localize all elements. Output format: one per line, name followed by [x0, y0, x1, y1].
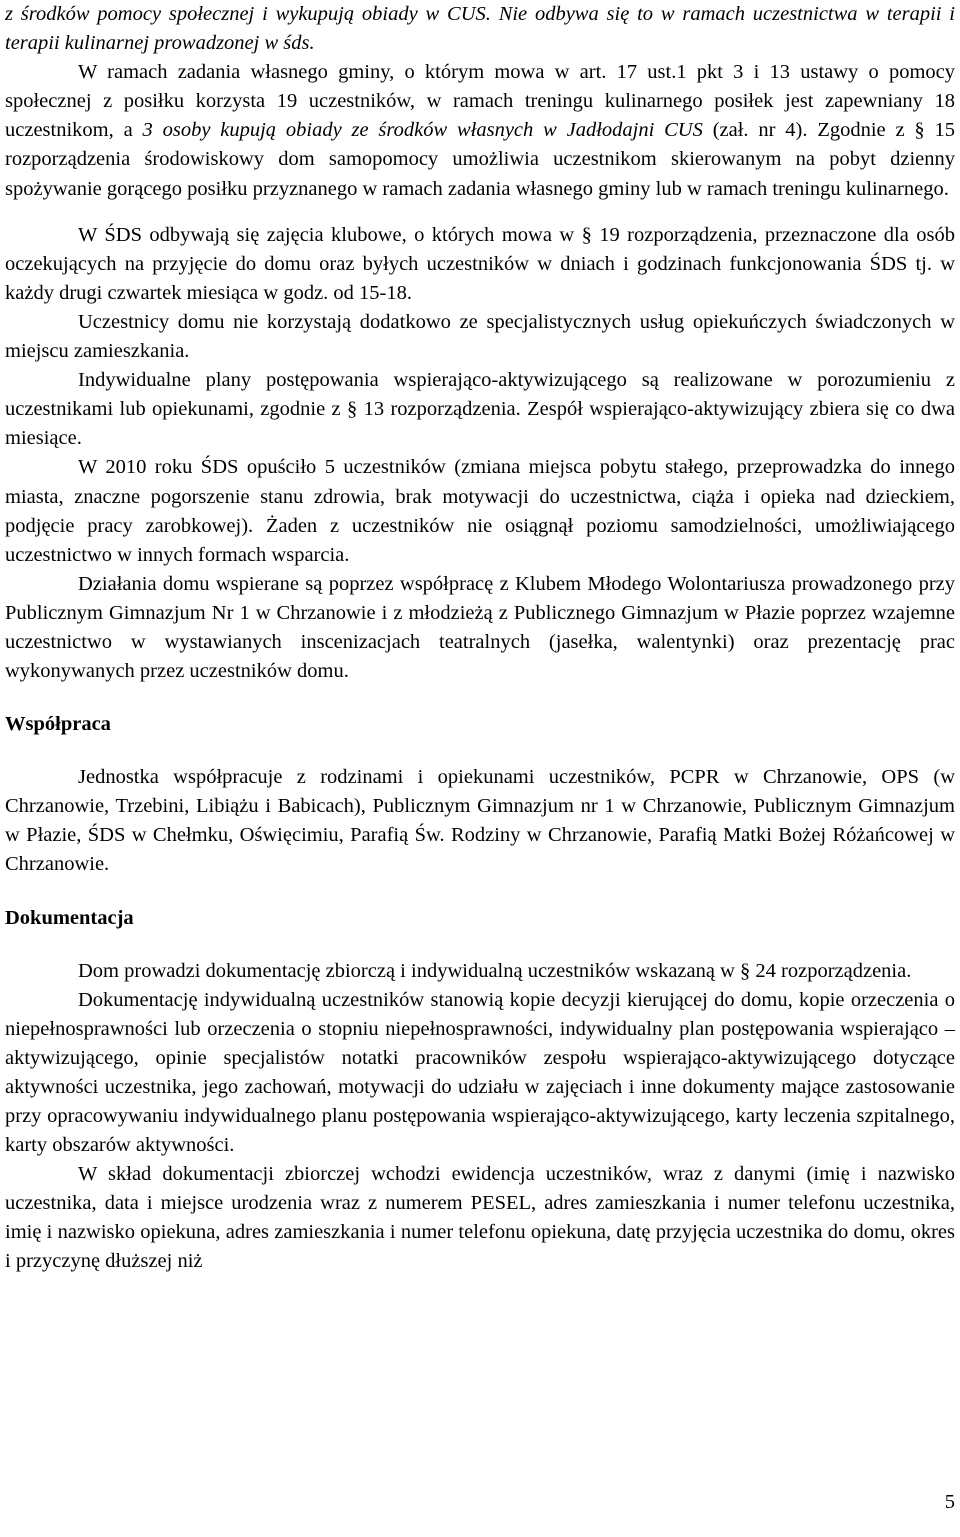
paragraph-wolontariat: Działania domu wspierane są poprzez współpracę z Klubem Młodego Wolontariusza prowadzonego przy Publicznym Gimnazjum Nr 1 w Chrzanowie i z młodzieżą z Publicznego Gimnazjum w Płazie poprzez wzajemne uczestnictwo w wystawianych inscenizacjach teatralnych (jasełka, walentynki) oraz prezentację prac wykonywanych przez uczestników domu.	[5, 572, 955, 683]
spacer	[5, 739, 955, 763]
paragraph-dokumentacja-zbiorcza: Dom prowadzi dokumentację zbiorczą i indywidualną uczestników wskazaną w § 24 rozporządzenia.	[78, 959, 912, 982]
paragraph-continuation	[5, 0, 955, 58]
text-run: W ramach zadania własnego gminy, o którym mowa w art. 17 ust.1 pkt 3 i 13 ustawy o pomocy społecznej z posiłku korzysta 19 uczestników, w ramach treningu kulinarnego posiłek jest zapewniany 18 uczestnikom, a	[5, 61, 955, 142]
spacer	[5, 204, 955, 221]
section-heading-wspolpraca: Współpraca	[5, 713, 111, 736]
spacer	[5, 686, 955, 710]
spacer	[5, 933, 955, 957]
italic-text: Nie odbywa się to w ramach uczestnictwa w terapii i terapii kulinarnej prowadzonej w śds.	[5, 3, 955, 55]
paragraph-ewidencja: W skład dokumentacji zbiorczej wchodzi ewidencja uczestników, wraz z danymi (imię i nazwisko uczestnika, data i miejsce urodzenia wraz z numerem PESEL, adres zamieszkania i numer telefonu uczestnika, imię i nazwisko opiekuna, adres zamieszkania i numer telefonu opiekuna, datę przyjęcia uczestnika do domu, okres i przyczynę dłuższej niż	[5, 1163, 955, 1273]
text-run: (zał. nr 4). Zgodnie z § 15 rozporządzenia środowiskowy dom samopomocy umożliwia uczestnikom skierowanym na pobyt dzienny spożywanie gorącego posiłku przyznanego w ramach zadania własnego gminy lub w ramach treningu kulinarnego.	[5, 119, 956, 200]
paragraph-wspolpraca: Jednostka współpracuje z rodzinami i opiekunami uczestników, PCPR w Chrzanowie, OPS (w Chrzanowie, Trzebini, Libiążu i Babicach), Publicznym Gimnazjum nr 1 w Chrzanowie, Publicznym Gimnazjum w Płazie, ŚDS w Chełmku, Oświęcimiu, Parafią Św. Rodziny w Chrzanowie, Parafią Matki Bożej Różańcowej w Chrzanowie.	[5, 766, 955, 876]
paragraph-uczestnicy-2010: W 2010 roku ŚDS opuściło 5 uczestników (zmiana miejsca pobytu stałego, przeprowadzka do innego miasta, znaczne pogorszenie stanu zdrowia, brak motywacji do uczestnictwa, ciąża i opieka nad dzieckiem, podjęcie pracy zarobkowej). Żaden z uczestników nie osiągnął poziomu samodzielności, umożliwiającego uczestnictwo w innych formach wsparcia.	[5, 456, 955, 566]
paragraph-dokumentacja-indywidualna: Dokumentację indywidualną uczestników stanowią kopie decyzji kierującej do domu, kopie orzeczenia o niepełnosprawności lub orzeczenia o stopniu niepełnosprawności, indywidualny plan postępowania wspierająco – aktywizującego, opinie specjalistów notatki pracowników zespołu wspierająco-aktywizującego dotyczące aktywności uczestnika, jego zachowań, motywacji do udziału w zajęciach i inne dokumenty mające zastosowanie przy opracowywaniu indywidualnego planu postępowania wspierająco-aktywizującego, karty leczenia szpitalnego, karty obszarów aktywności.	[5, 988, 955, 1157]
paragraph-zajecia-klubowe: W ŚDS odbywają się zajęcia klubowe, o których mowa w § 19 rozporządzenia, przeznaczone dla osób oczekujących na przyjęcie do domu oraz byłych uczestników w dniach i godzinach funkcjonowania ŚDS tj. w każdy drugi czwartek miesiąca w godz. od 15-18.	[5, 223, 955, 304]
page-number: 5	[944, 1491, 955, 1513]
paragraph-uslugi-opiekuncze: Uczestnicy domu nie korzystają dodatkowo ze specjalistycznych usług opiekuńczych świadczonych w miejscu zamieszkania.	[5, 310, 955, 363]
section-heading-dokumentacja: Dokumentacja	[5, 906, 134, 929]
italic-text: z środków pomocy społecznej i wykupują obiady w CUS.	[5, 3, 491, 25]
paragraph-plany-postepowania: Indywidualne plany postępowania wspierająco-aktywizującego są realizowane w porozumieniu z uczestnikami lub opiekunami, zgodnie z § 13 rozporządzenia. Zespół wspierająco-aktywizujący zbiera się co dwa miesiące.	[5, 369, 955, 450]
italic-text: 3 osoby kupują obiady ze środków własnych w Jadłodajni CUS	[142, 119, 703, 142]
spacer	[5, 880, 955, 904]
paragraph-posilki	[5, 58, 955, 203]
document-page	[5, 0, 955, 1277]
